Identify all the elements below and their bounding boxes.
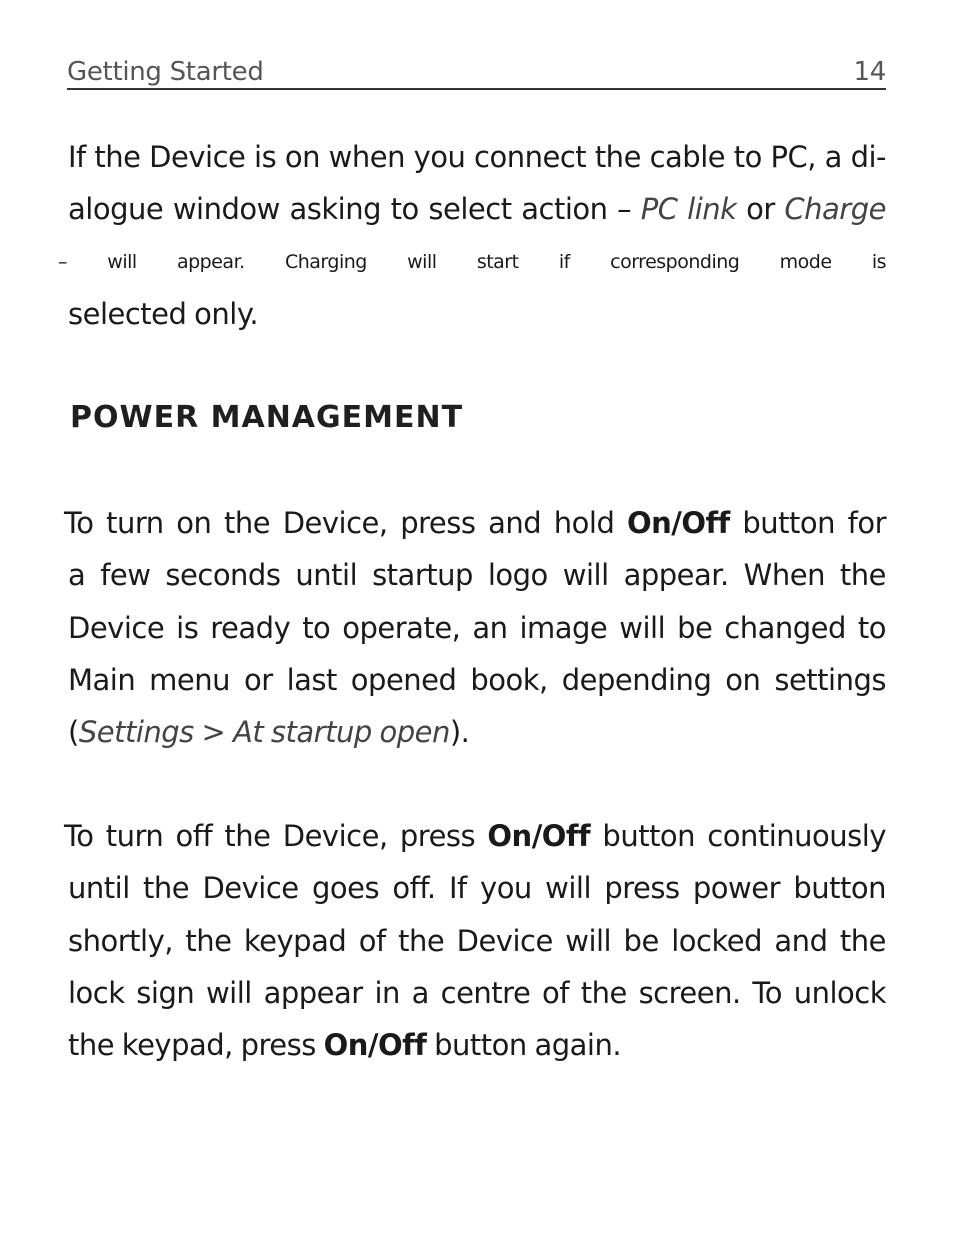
on-off-button-label: On/Off: [323, 1028, 427, 1063]
text-line: (Settings > At startup open).: [68, 715, 470, 750]
text-line: lock sign will appear in a centre of the screen. To unlock: [68, 975, 886, 1010]
settings-path: Settings > At startup open: [78, 715, 450, 750]
page-header: [67, 56, 886, 90]
charge-option: Charge: [784, 192, 886, 227]
text-line: To turn off the Device, press On/Off button continuously: [64, 819, 886, 853]
text-line: To turn on the Device, press and hold On/Off button for: [64, 506, 886, 540]
text-line: a few seconds until startup logo will appear. When the: [68, 558, 886, 593]
on-off-button-label: On/Off: [487, 819, 591, 853]
text-line: selected only.: [68, 296, 259, 331]
text-line: Device is ready to operate, an image will be changed to: [68, 610, 886, 645]
text-line: the keypad, press On/Off button again.: [68, 1028, 622, 1063]
on-off-button-label: On/Off: [626, 506, 730, 540]
text-line: If the Device is on when you connect the cable to PC, a di-: [68, 140, 886, 174]
section-title: Getting Started: [67, 57, 264, 87]
text-line: Main menu or last opened book, depending on settings: [68, 662, 886, 697]
page-number: 14: [853, 57, 886, 87]
text-line: – will appear. Charging will start if corresponding mode is: [58, 250, 886, 273]
section-heading: POWER MANAGEMENT: [70, 400, 464, 435]
text-line: alogue window asking to select action – PC link or Charge: [68, 192, 886, 227]
text-line: shortly, the keypad of the Device will be locked and the: [68, 923, 886, 958]
paragraph-charging-dialog: [58, 131, 886, 340]
text-line: until the Device goes off. If you will press power button: [68, 871, 886, 906]
pc-link-option: PC link: [640, 192, 737, 227]
paragraph-turn-on: [64, 497, 886, 758]
paragraph-turn-off: [64, 810, 886, 1071]
